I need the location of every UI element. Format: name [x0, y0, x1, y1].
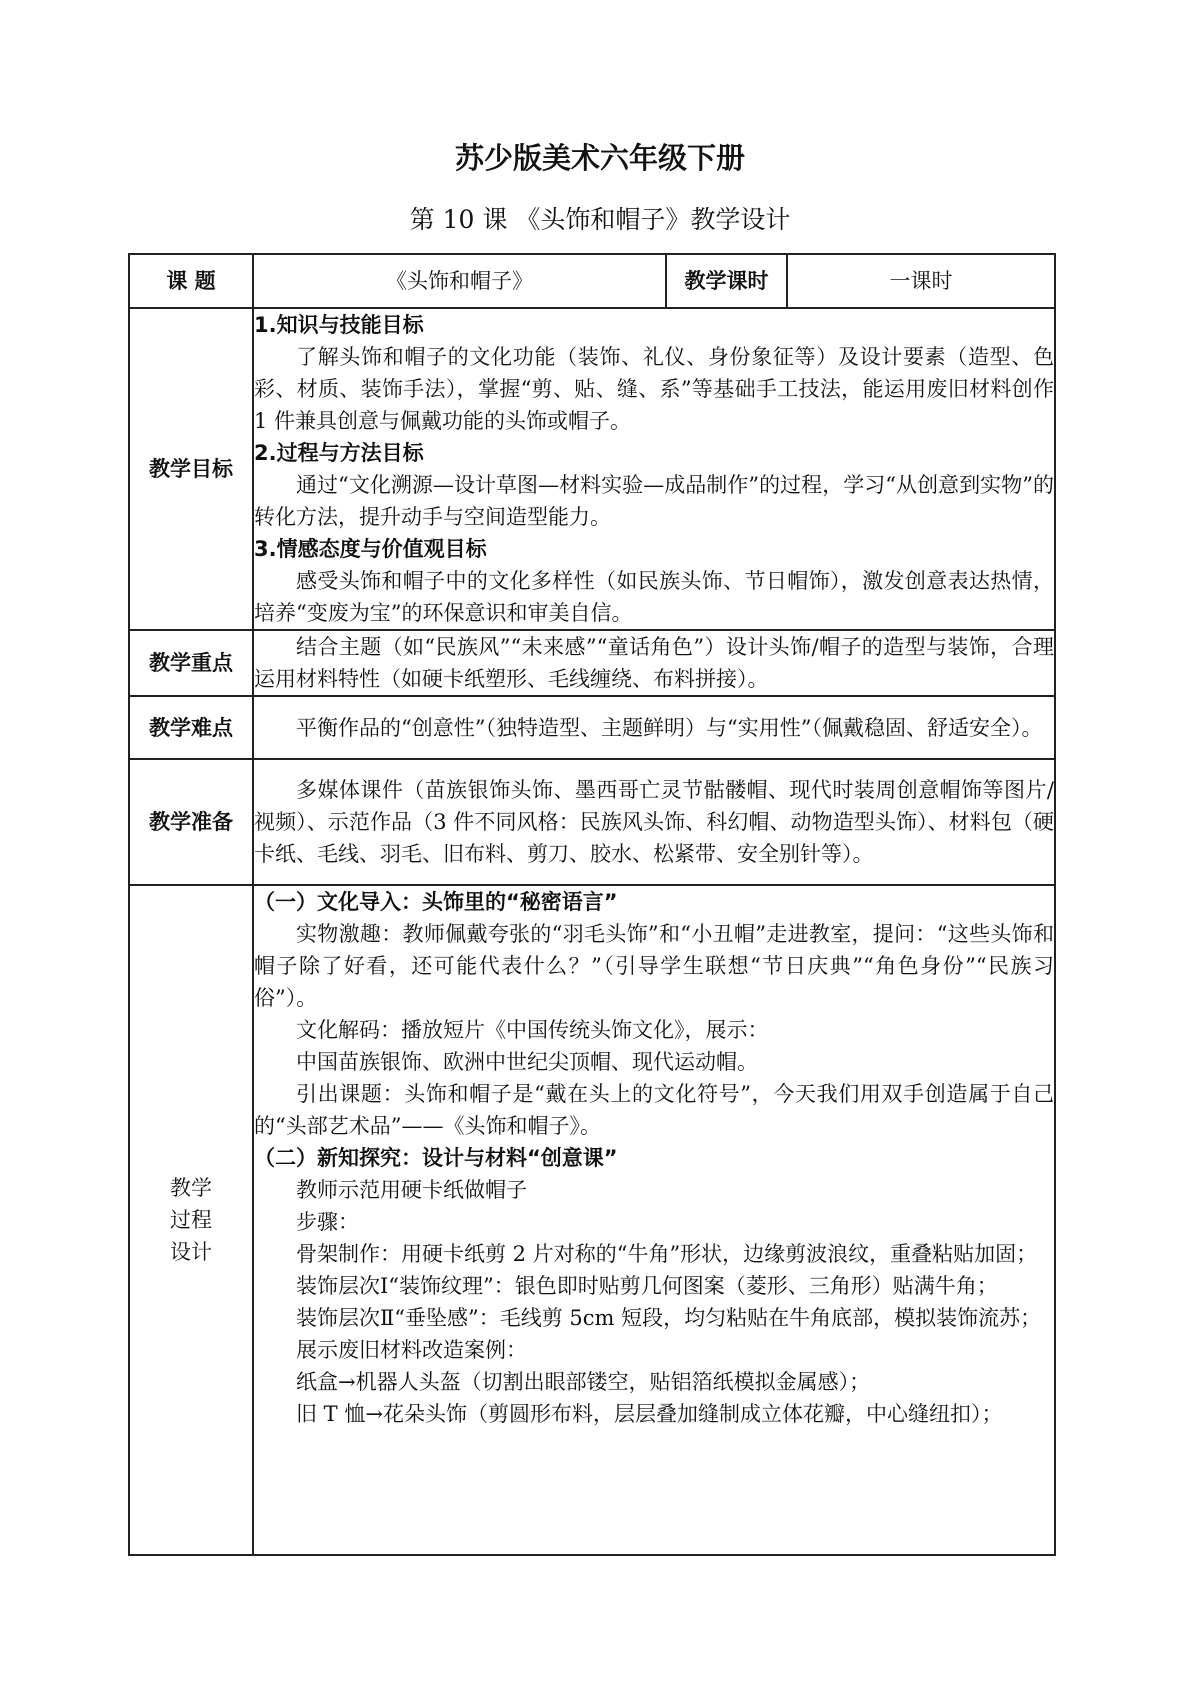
goal-text-attitude: 感受头饰和帽子中的文化多样性（如民族头饰、节日帽饰），激发创意表达热情，培养“变废为宝”的环保意识和审美自信。 [254, 569, 1054, 625]
goals-content [253, 308, 1055, 630]
process-paragraph: 实物激趣：教师佩戴夸张的“羽毛头饰”和“小丑帽”走进教室，提问：“这些头饰和帽子除了好看，还可能代表什么？”（引导学生联想“节日庆典”“角色身份”“民族习俗”）。 [254, 922, 1054, 1010]
goal-text-knowledge: 了解头饰和帽子的文化功能（装饰、礼仪、身份象征等）及设计要素（造型、色彩、材质、装饰手法），掌握“剪、贴、缝、系”等基础手工技法，能运用废旧材料创作 1 件兼具创意与佩戴功能的头饰或帽子。 [254, 345, 1054, 433]
hours-value: 一课时 [787, 254, 1055, 308]
topic-value: 《头饰和帽子》 [253, 254, 666, 308]
process-paragraph: 旧 T 恤→花朵头饰（剪圆形布料，层层叠加缝制成立体花瓣，中心缝纽扣）； [296, 1402, 1003, 1426]
preparation-cell [253, 759, 1055, 885]
process-paragraph: 教师示范用硬卡纸做帽子 [296, 1178, 527, 1202]
goals-label: 教学目标 [129, 308, 253, 630]
difficulties-cell [253, 696, 1055, 759]
process-label-line-2: 过程 [170, 1208, 212, 1232]
lesson-plan-table [128, 253, 1056, 1556]
key-points-text: 结合主题（如“民族风”“未来感”“童话角色”）设计头饰/帽子的造型与装饰，合理运用材料特性（如硬卡纸塑形、毛线缠绕、布料拼接）。 [254, 635, 1054, 691]
process-label-line-1: 教学 [170, 1176, 212, 1200]
key-points-cell [253, 630, 1055, 696]
topic-label: 课 题 [129, 254, 253, 308]
preparation-row [129, 759, 1055, 885]
hours-label: 教学课时 [666, 254, 787, 308]
goal-heading-process: 2.过程与方法目标 [254, 441, 424, 465]
difficulties-label: 教学难点 [129, 696, 253, 759]
key-points-row [129, 630, 1055, 696]
section-heading-explore: （二）新知探究：设计与材料“创意课” [254, 1146, 618, 1170]
difficulties-text: 平衡作品的“创意性”（独特造型、主题鲜明）与“实用性”（佩戴稳固、舒适安全）。 [296, 715, 1043, 740]
preparation-text: 多媒体课件（苗族银饰头饰、墨西哥亡灵节骷髅帽、现代时装周创意帽饰等图片/视频）、示范作品（3 件不同风格：民族风头饰、科幻帽、动物造型头饰）、材料包（硬卡纸、毛线、羽毛、旧布料、剪刀、胶水、松紧带、安全别针等）。 [254, 778, 1054, 866]
document-title: 苏少版美术六年级下册 [454, 141, 745, 175]
goals-row [129, 308, 1055, 630]
process-content [253, 885, 1055, 1555]
process-paragraph: 文化解码：播放短片《中国传统头饰文化》，展示： [296, 1018, 769, 1042]
process-paragraph: 骨架制作：用硬卡纸剪 2 片对称的“牛角”形状，边缘剪波浪纹，重叠粘贴加固； [296, 1242, 1038, 1266]
process-paragraph: 中国苗族银饰、欧洲中世纪尖顶帽、现代运动帽。 [296, 1050, 758, 1074]
process-paragraph: 展示废旧材料改造案例： [296, 1338, 527, 1362]
process-paragraph: 纸盒→机器人头盔（切割出眼部镂空，贴铝箔纸模拟金属感）； [296, 1370, 871, 1394]
process-paragraph: 装饰层次Ⅱ“垂坠感”：毛线剪 5cm 短段，均匀粘贴在牛角底部，模拟装饰流苏； [296, 1306, 1042, 1330]
section-heading-culture: （一）文化导入：头饰里的“秘密语言” [254, 890, 618, 914]
process-row [129, 885, 1055, 1555]
goal-text-process: 通过“文化溯源—设计草图—材料实验—成品制作”的过程，学习“从创意到实物”的转化方法，提升动手与空间造型能力。 [254, 473, 1054, 529]
process-label [129, 885, 253, 1555]
goal-heading-attitude: 3.情感态度与价值观目标 [254, 537, 487, 561]
key-points-label: 教学重点 [129, 630, 253, 696]
process-paragraph: 装饰层次Ⅰ“装饰纹理”：银色即时贴剪几何图案（菱形、三角形）贴满牛角； [296, 1274, 998, 1298]
preparation-label: 教学准备 [129, 759, 253, 885]
process-paragraph: 引出课题：头饰和帽子是“戴在头上的文化符号”，今天我们用双手创造属于自己的“头部艺术品”——《头饰和帽子》。 [254, 1082, 1054, 1138]
process-paragraph: 步骤： [296, 1210, 359, 1234]
difficulties-row [129, 696, 1055, 759]
topic-row [129, 254, 1055, 308]
document-subtitle: 第 10 课 《头饰和帽子》教学设计 [409, 205, 791, 234]
goal-heading-knowledge: 1.知识与技能目标 [254, 313, 424, 337]
process-label-line-3: 设计 [170, 1240, 212, 1264]
